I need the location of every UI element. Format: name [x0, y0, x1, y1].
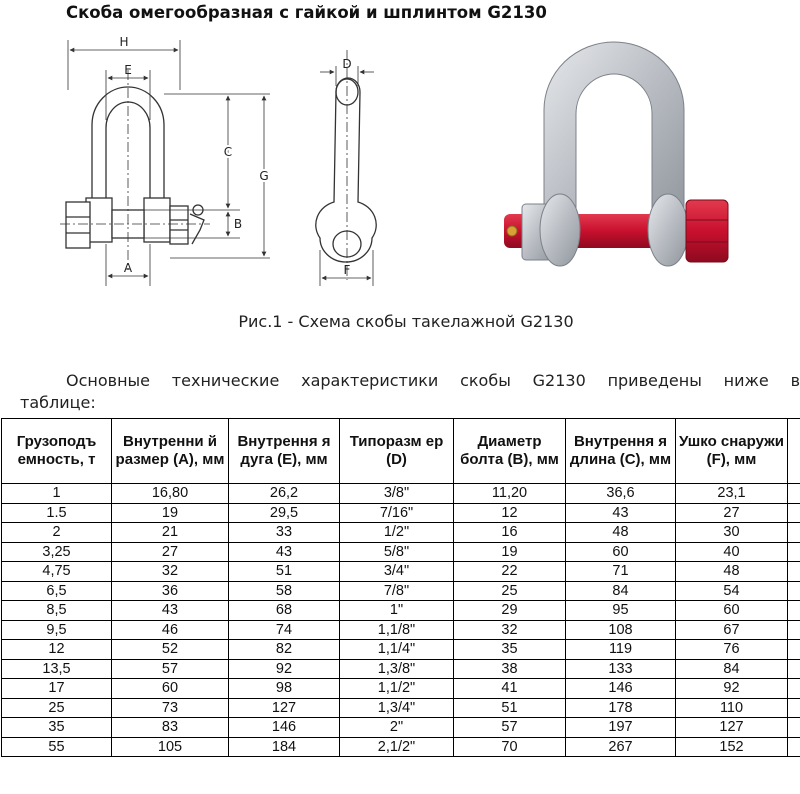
table-cell-extra [788, 484, 800, 504]
table-cell: 184 [229, 737, 340, 757]
table-cell: 46 [112, 620, 229, 640]
table-cell: 19 [454, 542, 566, 562]
table-cell: 60 [676, 601, 788, 621]
table-cell: 43 [229, 542, 340, 562]
table-cell-extra [788, 601, 800, 621]
table-cell: 127 [676, 718, 788, 738]
table-cell: 92 [676, 679, 788, 699]
specs-table-body [2, 484, 800, 757]
header-capacity: Грузоподъ емность, т [2, 419, 112, 484]
table-cell: 43 [112, 601, 229, 621]
dim-label-a: A [123, 261, 133, 275]
table-cell: 51 [454, 698, 566, 718]
table-cell-extra [788, 698, 800, 718]
table-cell-extra [788, 679, 800, 699]
table-cell: 67 [676, 620, 788, 640]
table-cell: 54 [676, 581, 788, 601]
table-cell: 95 [566, 601, 676, 621]
table-cell: 76 [676, 640, 788, 660]
table-cell: 7/16" [340, 503, 454, 523]
intro-text-line2: таблице: [20, 393, 96, 412]
dim-label-b: B [233, 217, 243, 231]
table-cell: 1,1/8" [340, 620, 454, 640]
table-row [2, 562, 800, 582]
table-cell: 33 [229, 523, 340, 543]
table-cell: 40 [676, 542, 788, 562]
table-cell: 2,1/2" [340, 737, 454, 757]
table-cell: 30 [676, 523, 788, 543]
table-cell: 6,5 [2, 581, 112, 601]
table-cell: 21 [112, 523, 229, 543]
dim-label-f: F [343, 263, 351, 277]
table-cell: 26,2 [229, 484, 340, 504]
table-cell: 13,5 [2, 659, 112, 679]
table-row [2, 698, 800, 718]
header-bolt-diameter: Диаметр болта (В), мм [454, 419, 566, 484]
table-cell: 29 [454, 601, 566, 621]
table-cell: 23,1 [676, 484, 788, 504]
table-cell: 35 [454, 640, 566, 660]
table-row [2, 542, 800, 562]
table-cell: 127 [229, 698, 340, 718]
table-cell: 48 [566, 523, 676, 543]
table-cell: 38 [454, 659, 566, 679]
table-cell: 36 [112, 581, 229, 601]
table-row [2, 737, 800, 757]
table-row [2, 659, 800, 679]
dim-label-h: H [119, 35, 129, 49]
table-cell: 73 [112, 698, 229, 718]
shackle-photo [492, 30, 742, 292]
table-cell: 7/8" [340, 581, 454, 601]
table-cell: 25 [2, 698, 112, 718]
table-cell: 22 [454, 562, 566, 582]
table-cell: 36,6 [566, 484, 676, 504]
table-cell: 51 [229, 562, 340, 582]
table-cell: 32 [112, 562, 229, 582]
table-cell: 108 [566, 620, 676, 640]
dim-label-g: G [259, 169, 269, 183]
table-cell: 48 [676, 562, 788, 582]
table-cell: 152 [676, 737, 788, 757]
table-row [2, 679, 800, 699]
table-row [2, 523, 800, 543]
table-cell: 25 [454, 581, 566, 601]
table-cell-extra [788, 659, 800, 679]
table-cell: 27 [676, 503, 788, 523]
table-cell-extra [788, 523, 800, 543]
table-cell: 19 [112, 503, 229, 523]
table-cell: 178 [566, 698, 676, 718]
table-cell: 3/8" [340, 484, 454, 504]
table-cell: 74 [229, 620, 340, 640]
dim-label-c: C [223, 145, 233, 159]
table-row [2, 503, 800, 523]
header-extra [788, 419, 800, 484]
table-cell: 41 [454, 679, 566, 699]
table-cell: 17 [2, 679, 112, 699]
table-cell: 11,20 [454, 484, 566, 504]
table-cell: 2 [2, 523, 112, 543]
table-cell: 27 [112, 542, 229, 562]
table-cell-extra [788, 737, 800, 757]
table-cell: 12 [454, 503, 566, 523]
table-cell: 1,1/2" [340, 679, 454, 699]
table-cell-extra [788, 718, 800, 738]
table-cell: 146 [229, 718, 340, 738]
header-size: Типоразм ер (D) [340, 419, 454, 484]
table-cell: 16,80 [112, 484, 229, 504]
figure-caption: Рис.1 - Схема скобы такелажной G2130 [238, 312, 574, 331]
table-cell: 267 [566, 737, 676, 757]
photo-bolt-head [686, 200, 728, 262]
table-cell: 110 [676, 698, 788, 718]
table-cell: 2" [340, 718, 454, 738]
table-cell-extra [788, 581, 800, 601]
table-cell: 98 [229, 679, 340, 699]
table-cell: 55 [2, 737, 112, 757]
nut [66, 202, 90, 248]
table-cell: 119 [566, 640, 676, 660]
table-cell-extra [788, 640, 800, 660]
table-cell-extra [788, 562, 800, 582]
header-inner-arc: Внутрення я дуга (Е), мм [229, 419, 340, 484]
table-cell: 8,5 [2, 601, 112, 621]
header-inner-width: Внутренни й размер (А), мм [112, 419, 229, 484]
dim-label-d: D [342, 57, 352, 71]
table-cell: 70 [454, 737, 566, 757]
header-inner-length: Внутрення я длина (С), мм [566, 419, 676, 484]
table-cell: 58 [229, 581, 340, 601]
table-cell: 9,5 [2, 620, 112, 640]
table-cell: 1,3/8" [340, 659, 454, 679]
table-cell: 84 [566, 581, 676, 601]
table-cell-extra [788, 503, 800, 523]
table-cell: 82 [229, 640, 340, 660]
table-cell: 68 [229, 601, 340, 621]
table-cell-extra [788, 620, 800, 640]
table-cell: 43 [566, 503, 676, 523]
table-cell: 84 [676, 659, 788, 679]
table-cell: 1 [2, 484, 112, 504]
table-cell: 60 [566, 542, 676, 562]
table-cell: 1/2" [340, 523, 454, 543]
table-cell: 1" [340, 601, 454, 621]
table-cell: 3/4" [340, 562, 454, 582]
table-cell: 4,75 [2, 562, 112, 582]
shackle-drawing [0, 30, 400, 292]
table-cell: 32 [454, 620, 566, 640]
table-cell: 57 [454, 718, 566, 738]
table-cell: 1.5 [2, 503, 112, 523]
dim-label-e: E [124, 63, 132, 77]
table-row [2, 620, 800, 640]
cotter-pin [190, 214, 204, 244]
table-row [2, 640, 800, 660]
document-title: Скоба омегообразная с гайкой и шплинтом G2130 [66, 3, 547, 22]
specs-table [1, 418, 800, 757]
table-cell: 71 [566, 562, 676, 582]
table-row [2, 601, 800, 621]
table-cell: 83 [112, 718, 229, 738]
table-cell: 197 [566, 718, 676, 738]
table-cell: 1,3/4" [340, 698, 454, 718]
header-eye-outside: Ушко снаружи (F), мм [676, 419, 788, 484]
table-cell: 12 [2, 640, 112, 660]
table-cell: 92 [229, 659, 340, 679]
table-cell: 5/8" [340, 542, 454, 562]
table-cell: 35 [2, 718, 112, 738]
table-cell: 146 [566, 679, 676, 699]
table-cell: 29,5 [229, 503, 340, 523]
table-row [2, 718, 800, 738]
table-header-row [2, 419, 800, 484]
table-cell: 105 [112, 737, 229, 757]
table-cell: 3,25 [2, 542, 112, 562]
table-row [2, 581, 800, 601]
table-cell-extra [788, 542, 800, 562]
intro-text-line1: Основные технические характеристики скобы G2130 приведены ниже в [66, 371, 800, 390]
table-cell: 52 [112, 640, 229, 660]
table-cell: 60 [112, 679, 229, 699]
table-cell: 16 [454, 523, 566, 543]
table-row [2, 484, 800, 504]
table-cell: 57 [112, 659, 229, 679]
table-cell: 1,1/4" [340, 640, 454, 660]
table-cell: 133 [566, 659, 676, 679]
